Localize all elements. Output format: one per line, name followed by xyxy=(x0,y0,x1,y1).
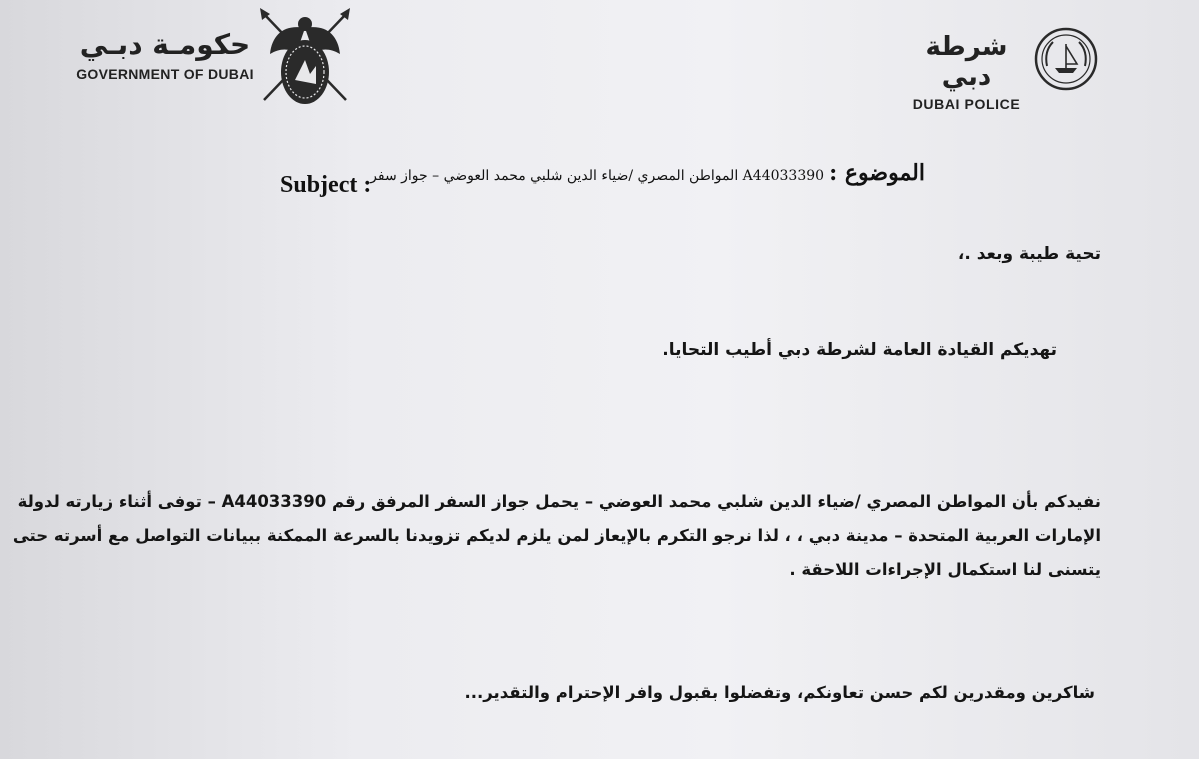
salutation-text: تهديكم القيادة العامة لشرطة دبي أطيب التحايا. xyxy=(662,340,1057,360)
notice-line: الإمارات العربية المتحدة – مدينة دبي ، ، لذا نرجو التكرم بالإيعاز لمن يلزم لديكم تزويدنا بالسرعة الممكنة ببيانات التواصل مع أسرته حتى xyxy=(12,526,1101,545)
subject-label-english: Subject : xyxy=(280,172,372,198)
government-of-dubai-logo xyxy=(70,28,260,82)
subject-label-arabic: الموضوع : xyxy=(829,160,925,186)
greeting-text: تحية طيبة وبعد .، xyxy=(957,244,1101,264)
subject-line xyxy=(280,160,925,204)
subject-value: A44033390 المواطن المصري /ضياء الدين شلبي محمد العوضي – جواز سفر xyxy=(370,168,825,184)
government-name-english: GOVERNMENT OF DUBAI xyxy=(76,66,254,82)
closing-text: شاكرين ومقدرين لكم حسن تعاونكم، وتفضلوا بقبول وافر الإحترام والتقدير... xyxy=(464,683,1095,702)
notice-line: نفيدكم بأن المواطن المصري /ضياء الدين شلبي محمد العوضي – يحمل جواز السفر المرفق رقم A44033390 – توفى أثناء زيارته لدولة xyxy=(17,492,1101,511)
subject-arabic xyxy=(370,160,925,186)
government-name-arabic: حكومـة دبـي xyxy=(79,28,251,61)
dubai-emblem-icon xyxy=(250,4,360,114)
police-name-arabic: شرطة دبي xyxy=(925,32,1008,92)
police-name-english: DUBAI POLICE xyxy=(912,96,1021,112)
notice-line: يتسنى لنا استكمال الإجراءات اللاحقة . xyxy=(789,560,1101,579)
dubai-police-seal-icon xyxy=(1033,26,1099,92)
dubai-police-logo xyxy=(909,32,1024,112)
